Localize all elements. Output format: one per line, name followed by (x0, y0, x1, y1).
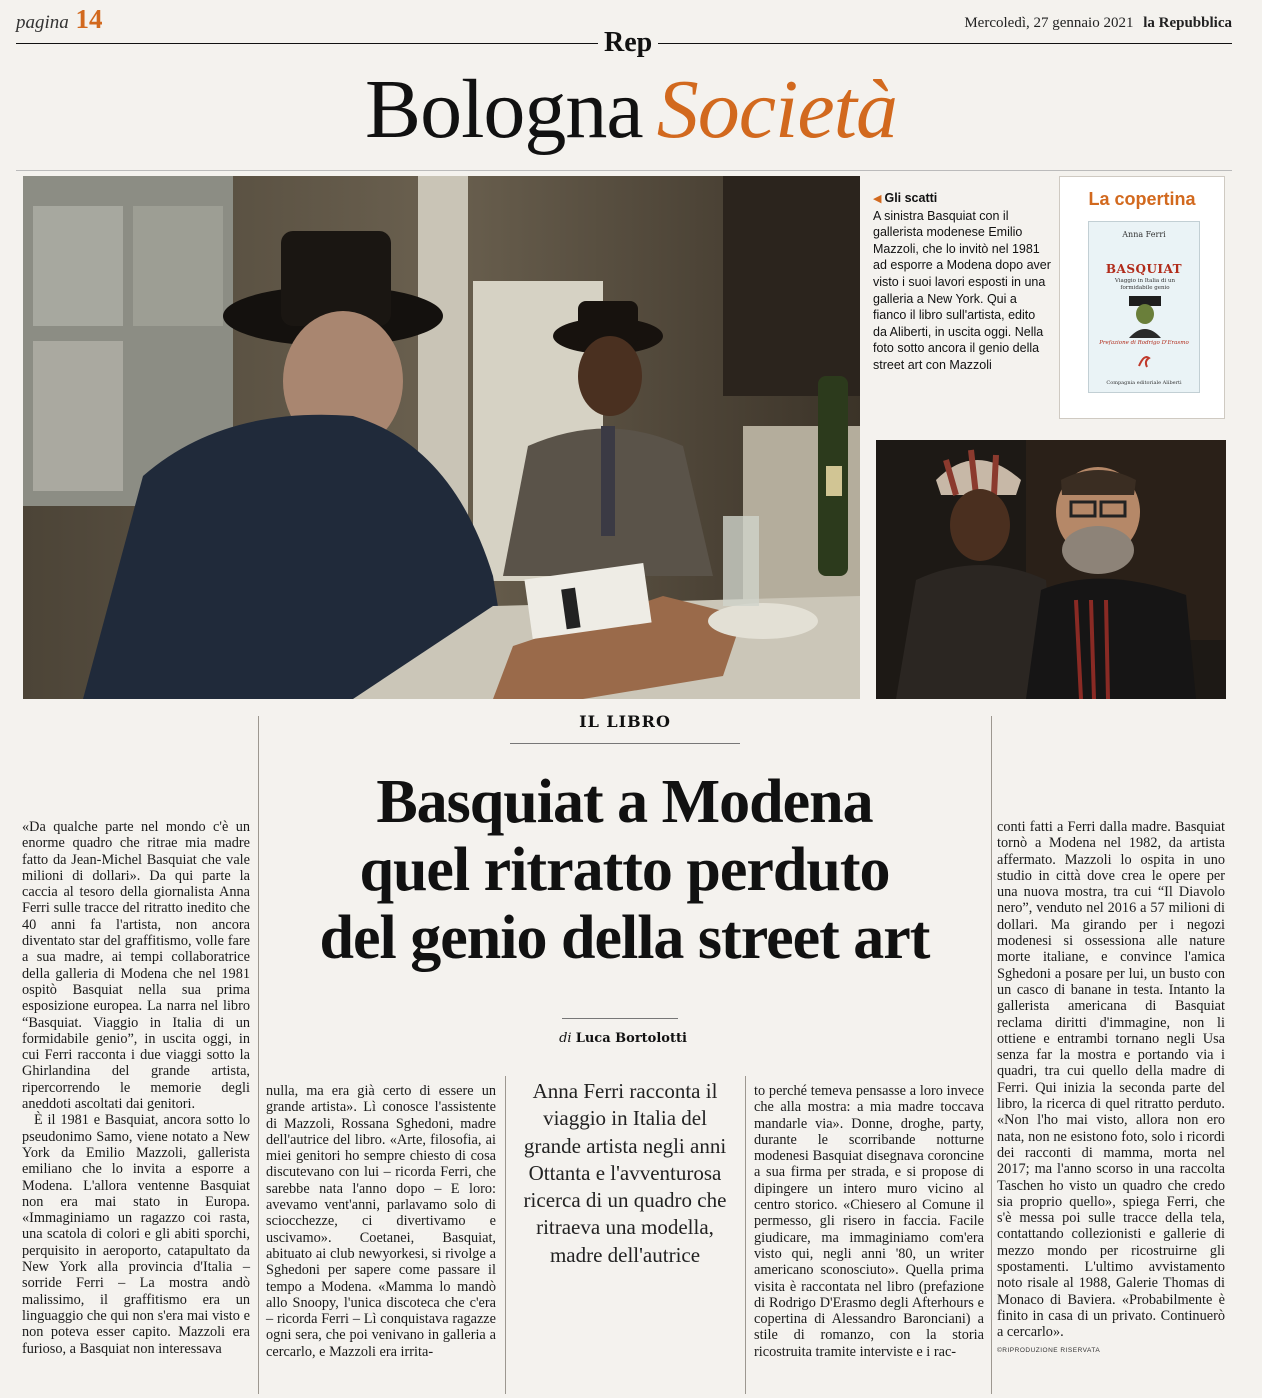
section-name: Società (656, 63, 897, 156)
byline (478, 1031, 768, 1046)
book-author: Anna Ferri (1122, 230, 1166, 239)
newspaper-name: la Repubblica (1143, 15, 1232, 31)
issue-date: Mercoledì, 27 gennaio 2021 (964, 15, 1134, 31)
photo-caption (873, 190, 1051, 374)
article-headline (262, 768, 987, 972)
rights-notice: ©RIPRODUZIONE RISERVATA (997, 1346, 1101, 1354)
byline-prefix: di (559, 1031, 572, 1046)
rep-logo: Rep (598, 27, 658, 59)
publisher-logo-icon (1135, 352, 1153, 370)
page-label (16, 4, 103, 35)
book-cover (1088, 221, 1200, 393)
book-preface: Prefazione di Rodrigo D'Erasmo (1099, 340, 1189, 346)
column-2-text: nulla, ma era già certo di essere un grande artista». Lì conosce l'assistente di Mazzoli, Rossana Sghedoni, madre dell'autrice del libro. «Arte, filosofia, ai miei genitori ho sempre chiesto di cosa discutevano con lui – ricorda Ferri, che sarebbe nata l'anno dopo – E loro: avevamo vent'anni, parlavamo solo di sciocchezze, ci divertivamo e uscivamo». Coetanei, Basquiat, abituato ai club newyorkesi, si rivolge a Sghedoni per sapere come passare il tempo a Modena. «Mamma lo mandò allo Snoopy, l'unica discoteca che c'era – ricorda Ferri – Lì conquistava ragazze ogni sera, che poi venivano in galleria a cercarlo, e Mazzoli era irrita- (266, 1083, 496, 1360)
article-kicker: IL LIBRO (579, 712, 671, 731)
byline-rule (562, 1018, 678, 1019)
section-city: Bologna (365, 63, 643, 156)
column-1-paragraph-1: «Da qualche parte nel mondo c'è un enorme quadro che ritrae mia madre fatto da Jean-Michel Basquiat che vale milioni di dollari». Da qui parte la caccia al tesoro della giornalista Anna Ferri sulle tracce del ritratto inedito che 40 anni fa l'artista, non ancora diventato star del graffitismo, volle fare a sua madre, ai tempi collaboratrice della galleria di Modena che nel 1981 ospitò Basquiat nella sua prima esposizione europea. La narra nel libro “Basquiat. Viaggio in Italia di un formidabile genio”, in uscita oggi, in cui Ferri racconta i due viaggi sotto la Ghirlandina del grande artista, ripercorrendo le memorie degli aneddoti ascoltati dai genitori. (22, 819, 250, 1113)
secondary-photo (876, 440, 1226, 699)
dateline (964, 15, 1232, 32)
column-4-text: conti fatti a Ferri dalla madre. Basquiat tornò a Modena nel 1982, da artista affermato. Mazzoli lo ospita in uno studio in città dove crea le opere per una nuova mostra, tra cui “Il Diavolo nero”, venduto nel 2016 a 57 milioni di dollari. Ma girando per i negozi modenesi si ossessiona alle nature morte italiane, e convince l'amica Sghedoni a posare per lui, un busto con un casco di banane in testa. Intanto la gallerista americana di Basquiat reclama diritti d'immagine, non li ottiene e entrambi tornano negli Usa senza far la mostra e portando via i quadri, tra cui quello della madre di Ferri. Qui inizia la seconda parte del libro, la ricerca di quel ritratto perduto. «Non l'ho mai visto, allora non ero nata, non ne esistono foto, solo i ricordi dei racconti di mamma, morta nel 2017; ma l'anno scorso in una raccolta Taschen ho visto un quadro che credo sia proprio quello», spiega Ferri, che s'è messa poi sulle tracce della tela, contattando collezionisti e gallerie di mezzo mondo per ricostruirne gli spostamenti. L'ultimo avvistamento noto risale al 1988, Galerie Thomas di Monaco di Baviera. «Probabilmente è finito in casa di un privato. Continuerò a cercarlo». (997, 819, 1225, 1341)
photo-basquiat-mazzoli-kitchen (23, 176, 860, 699)
column-divider-3 (745, 1076, 746, 1394)
article-column-3 (754, 1083, 984, 1360)
section-title (0, 60, 1262, 160)
main-photo (23, 176, 860, 699)
headline-line-3: del genio della street art (319, 904, 930, 972)
book-cover-box (1059, 176, 1225, 419)
caption-arrow-icon: ◀ (873, 193, 882, 205)
article-column-1 (22, 819, 250, 1357)
caption-title: Gli scatti (884, 191, 938, 205)
headline-line-2: quel ritratto perduto (359, 836, 890, 904)
kicker-rule (510, 743, 740, 744)
pull-quote: Anna Ferri racconta il viaggio in Italia del grande artista negli anni Ottanta e l'avventurosa ricerca di un quadro che ritraeva una modella, madre dell'autrice (523, 1079, 727, 1267)
article-column-2 (266, 1083, 496, 1360)
column-divider-1 (258, 716, 259, 1394)
pagina-label: pagina (16, 12, 69, 33)
section-rule (16, 170, 1232, 171)
column-divider-4 (991, 716, 992, 1394)
article-column-4 (997, 819, 1225, 1359)
headline-line-1: Basquiat a Modena (376, 768, 873, 836)
book-title: BASQUIAT (1105, 262, 1183, 276)
caption-text: A sinistra Basquiat con il gallerista modenese Emilio Mazzoli, che lo invitò nel 1981 ad esporre a Modena dopo aver visto i suoi lavori esposti in una galleria a New York. Qui a fianco il libro sull'artista, edito da Aliberti, in uscita oggi. Nella foto sotto ancora il genio della street art con Mazzoli (873, 208, 1051, 372)
column-3-text: to perché temeva pensasse a loro invece che alla mostra: a mia madre toccava mandarle via». Donne, droghe, party, durante le scorribande notturne modenesi Basquiat disegnava coroncine a sua firma per strada, e si propose di dipingere un intero muro vicino al centro storico. «Chiesero al Comune il permesso, gli risero in faccia. Facile giudicare, ma immaginiamo com'era visto qui, negli anni '80, un writer americano sconosciuto». Quella prima visita è raccontata nel libro (prefazione di Rodrigo D'Erasmo degli Afterhours e copertina di Alessandro Baronciani) a stile di romanzo, con la storia ricostruita tramite interviste e i rac- (754, 1083, 984, 1360)
book-portrait-illustration (1123, 294, 1167, 338)
photo-basquiat-mazzoli-portrait (876, 440, 1226, 699)
book-label: La copertina (1088, 189, 1196, 209)
byline-author: Luca Bortolotti (575, 1031, 687, 1046)
book-subtitle: Viaggio in Italia di un formidabile genio (1114, 278, 1176, 291)
page-number: 14 (75, 4, 103, 34)
column-divider-2 (505, 1076, 506, 1394)
column-1-paragraph-2: È il 1981 e Basquiat, ancora sotto lo pseudonimo Samo, viene notato a New York da Emilio Mazzoli, gallerista emiliano che lo invita a esporre a Modena. L'allora ventenne Basquiat non era mai stato in Europa. «Immaginiamo un ragazzo coi rasta, una scatola di colori e gli abiti sporchi, perquisito in aeroporto, catapultato da New York alla provincia d'Italia – sorride Ferri – La mostra andò malissimo, il graffitismo era un linguaggio che qui non s'era mai visto e non poteva esser capito. Mazzoli era furioso, a Basquiat non interessava (22, 1112, 250, 1357)
book-publisher: Compagnia editoriale Aliberti (1106, 380, 1182, 386)
